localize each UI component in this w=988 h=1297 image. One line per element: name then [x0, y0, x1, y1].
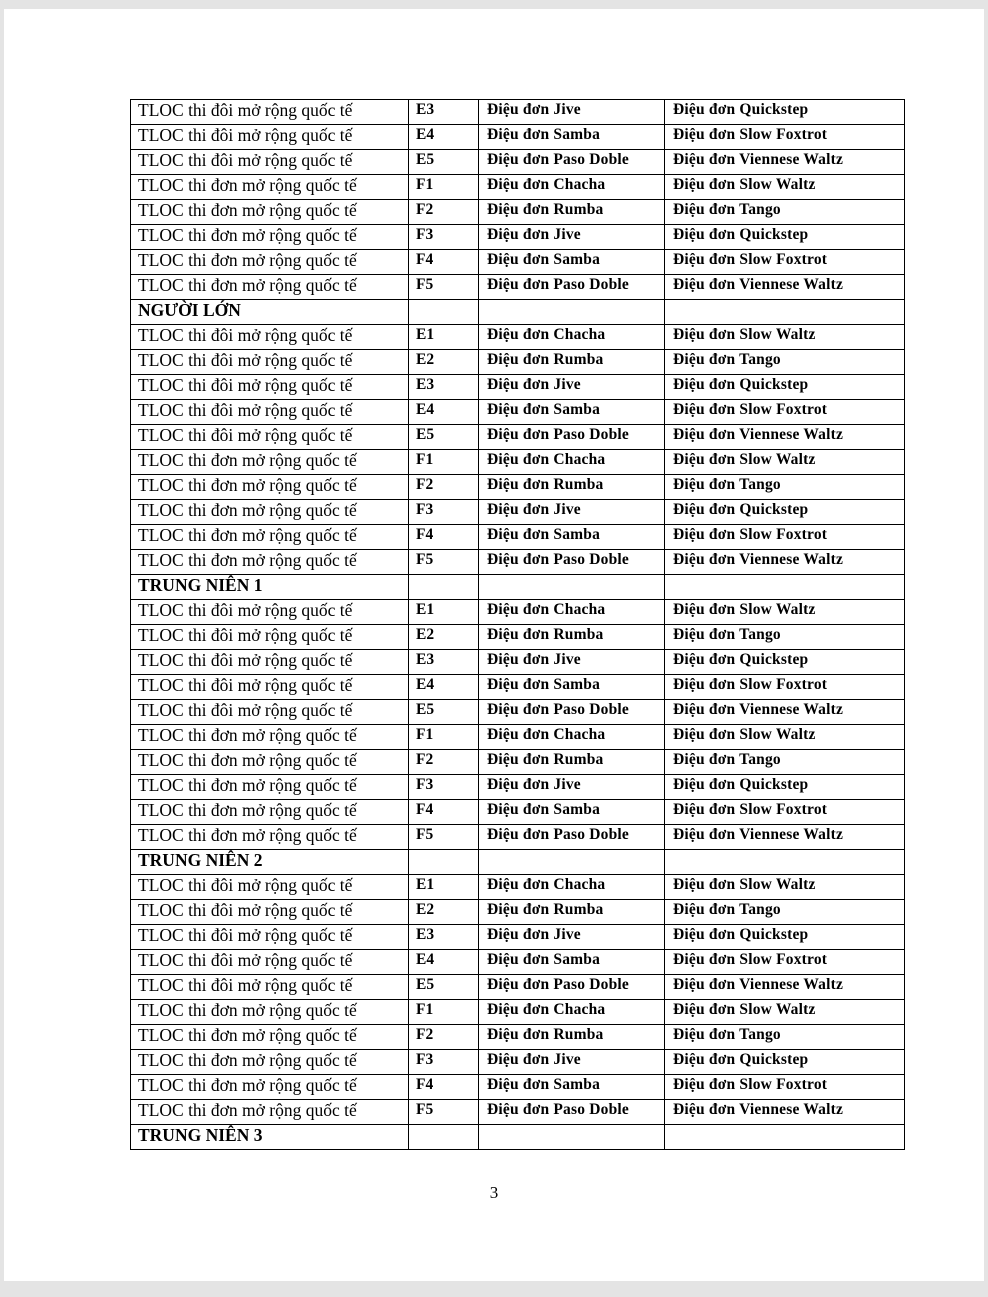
dance-two-cell: Điệu đơn Viennese Waltz [665, 700, 905, 725]
table-row [131, 725, 905, 750]
dance-two-cell: Điệu đơn Quickstep [665, 775, 905, 800]
event-name-cell: TLOC thi đôi mở rộng quốc tế [131, 675, 409, 700]
event-code-cell: F4 [409, 250, 479, 275]
dance-one-cell: Điệu đơn Jive [479, 650, 665, 675]
empty-cell [409, 850, 479, 875]
event-name-cell: TLOC thi đơn mở rộng quốc tế [131, 250, 409, 275]
dance-one-cell: Điệu đơn Paso Doble [479, 825, 665, 850]
table-row [131, 900, 905, 925]
event-code-cell: E2 [409, 900, 479, 925]
dance-one-cell: Điệu đơn Paso Doble [479, 425, 665, 450]
dance-one-cell: Điệu đơn Paso Doble [479, 150, 665, 175]
dance-two-cell: Điệu đơn Slow Waltz [665, 325, 905, 350]
dance-two-cell: Điệu đơn Slow Foxtrot [665, 675, 905, 700]
dance-one-cell: Điệu đơn Paso Doble [479, 700, 665, 725]
event-name-cell: TLOC thi đôi mở rộng quốc tế [131, 650, 409, 675]
event-name-cell: TLOC thi đôi mở rộng quốc tế [131, 875, 409, 900]
event-name-cell: TLOC thi đơn mở rộng quốc tế [131, 525, 409, 550]
table-row [131, 425, 905, 450]
empty-cell [479, 575, 665, 600]
event-name-cell: TLOC thi đơn mở rộng quốc tế [131, 175, 409, 200]
event-name-cell: TLOC thi đơn mở rộng quốc tế [131, 1000, 409, 1025]
event-code-cell: E5 [409, 425, 479, 450]
dance-one-cell: Điệu đơn Rumba [479, 750, 665, 775]
table-row [131, 475, 905, 500]
dance-two-cell: Điệu đơn Slow Foxtrot [665, 1075, 905, 1100]
event-code-cell: E4 [409, 675, 479, 700]
table-row [131, 650, 905, 675]
dance-one-cell: Điệu đơn Jive [479, 100, 665, 125]
dance-two-cell: Điệu đơn Quickstep [665, 925, 905, 950]
dance-one-cell: Điệu đơn Jive [479, 375, 665, 400]
event-code-cell: E5 [409, 150, 479, 175]
dance-two-cell: Điệu đơn Tango [665, 200, 905, 225]
event-code-cell: E5 [409, 700, 479, 725]
event-code-cell: E5 [409, 975, 479, 1000]
table-row [131, 325, 905, 350]
table-row [131, 200, 905, 225]
dance-two-cell: Điệu đơn Slow Waltz [665, 450, 905, 475]
table-row [131, 825, 905, 850]
event-name-cell: TLOC thi đôi mở rộng quốc tế [131, 900, 409, 925]
event-name-cell: TLOC thi đơn mở rộng quốc tế [131, 1100, 409, 1125]
dance-one-cell: Điệu đơn Jive [479, 775, 665, 800]
empty-cell [479, 1125, 665, 1150]
event-schedule-table [130, 99, 905, 1150]
dance-two-cell: Điệu đơn Quickstep [665, 100, 905, 125]
event-code-cell: E3 [409, 925, 479, 950]
table-row [131, 1025, 905, 1050]
event-name-cell: TLOC thi đơn mở rộng quốc tế [131, 1025, 409, 1050]
section-title: TRUNG NIÊN 1 [131, 575, 409, 600]
dance-two-cell: Điệu đơn Viennese Waltz [665, 975, 905, 1000]
table-row [131, 600, 905, 625]
empty-cell [479, 850, 665, 875]
dance-two-cell: Điệu đơn Quickstep [665, 500, 905, 525]
section-header-row [131, 850, 905, 875]
table-row [131, 700, 905, 725]
dance-two-cell: Điệu đơn Tango [665, 475, 905, 500]
schedule-table-body [131, 100, 905, 1150]
dance-two-cell: Điệu đơn Slow Foxtrot [665, 125, 905, 150]
dance-two-cell: Điệu đơn Viennese Waltz [665, 825, 905, 850]
dance-two-cell: Điệu đơn Viennese Waltz [665, 1100, 905, 1125]
event-name-cell: TLOC thi đôi mở rộng quốc tế [131, 425, 409, 450]
dance-one-cell: Điệu đơn Paso Doble [479, 275, 665, 300]
event-code-cell: E1 [409, 600, 479, 625]
event-code-cell: F4 [409, 800, 479, 825]
event-name-cell: TLOC thi đôi mở rộng quốc tế [131, 125, 409, 150]
dance-one-cell: Điệu đơn Samba [479, 675, 665, 700]
dance-two-cell: Điệu đơn Tango [665, 750, 905, 775]
dance-one-cell: Điệu đơn Rumba [479, 900, 665, 925]
empty-cell [665, 850, 905, 875]
table-row [131, 450, 905, 475]
section-header-row [131, 575, 905, 600]
table-row [131, 625, 905, 650]
event-code-cell: F1 [409, 1000, 479, 1025]
event-code-cell: F3 [409, 500, 479, 525]
table-row [131, 775, 905, 800]
section-header-row [131, 1125, 905, 1150]
dance-one-cell: Điệu đơn Samba [479, 400, 665, 425]
dance-one-cell: Điệu đơn Paso Doble [479, 550, 665, 575]
dance-two-cell: Điệu đơn Slow Waltz [665, 875, 905, 900]
dance-one-cell: Điệu đơn Samba [479, 800, 665, 825]
table-row [131, 950, 905, 975]
table-row [131, 100, 905, 125]
event-code-cell: E4 [409, 950, 479, 975]
dance-two-cell: Điệu đơn Tango [665, 1025, 905, 1050]
event-code-cell: F2 [409, 750, 479, 775]
dance-two-cell: Điệu đơn Slow Foxtrot [665, 400, 905, 425]
table-row [131, 1075, 905, 1100]
dance-two-cell: Điệu đơn Tango [665, 625, 905, 650]
table-row [131, 150, 905, 175]
dance-one-cell: Điệu đơn Rumba [479, 625, 665, 650]
event-name-cell: TLOC thi đôi mở rộng quốc tế [131, 350, 409, 375]
page-number: 3 [489, 1183, 499, 1202]
event-code-cell: F3 [409, 775, 479, 800]
event-code-cell: E2 [409, 625, 479, 650]
event-code-cell: E1 [409, 875, 479, 900]
empty-cell [409, 575, 479, 600]
dance-two-cell: Điệu đơn Quickstep [665, 225, 905, 250]
table-row [131, 550, 905, 575]
event-code-cell: E2 [409, 350, 479, 375]
table-row [131, 1000, 905, 1025]
dance-one-cell: Điệu đơn Rumba [479, 200, 665, 225]
table-row [131, 675, 905, 700]
event-code-cell: F2 [409, 1025, 479, 1050]
event-code-cell: E4 [409, 125, 479, 150]
event-name-cell: TLOC thi đôi mở rộng quốc tế [131, 400, 409, 425]
dance-two-cell: Điệu đơn Tango [665, 900, 905, 925]
empty-cell [479, 300, 665, 325]
event-code-cell: F4 [409, 1075, 479, 1100]
event-code-cell: E3 [409, 375, 479, 400]
event-name-cell: TLOC thi đơn mở rộng quốc tế [131, 500, 409, 525]
dance-one-cell: Điệu đơn Samba [479, 125, 665, 150]
empty-cell [665, 300, 905, 325]
dance-two-cell: Điệu đơn Viennese Waltz [665, 275, 905, 300]
event-code-cell: E3 [409, 650, 479, 675]
event-code-cell: F5 [409, 825, 479, 850]
event-code-cell: F5 [409, 550, 479, 575]
table-row [131, 1050, 905, 1075]
event-name-cell: TLOC thi đơn mở rộng quốc tế [131, 800, 409, 825]
section-title: TRUNG NIÊN 3 [131, 1125, 409, 1150]
event-code-cell: F1 [409, 450, 479, 475]
event-code-cell: F4 [409, 525, 479, 550]
dance-two-cell: Điệu đơn Slow Waltz [665, 1000, 905, 1025]
dance-two-cell: Điệu đơn Slow Waltz [665, 175, 905, 200]
event-name-cell: TLOC thi đôi mở rộng quốc tế [131, 325, 409, 350]
dance-two-cell: Điệu đơn Slow Foxtrot [665, 525, 905, 550]
dance-two-cell: Điệu đơn Quickstep [665, 1050, 905, 1075]
event-code-cell: F3 [409, 1050, 479, 1075]
dance-one-cell: Điệu đơn Rumba [479, 350, 665, 375]
dance-one-cell: Điệu đơn Jive [479, 1050, 665, 1075]
event-code-cell: F2 [409, 200, 479, 225]
event-name-cell: TLOC thi đơn mở rộng quốc tế [131, 275, 409, 300]
dance-one-cell: Điệu đơn Jive [479, 225, 665, 250]
event-code-cell: E1 [409, 325, 479, 350]
dance-one-cell: Điệu đơn Chacha [479, 325, 665, 350]
table-row [131, 125, 905, 150]
dance-one-cell: Điệu đơn Paso Doble [479, 975, 665, 1000]
table-row [131, 500, 905, 525]
event-name-cell: TLOC thi đơn mở rộng quốc tế [131, 1075, 409, 1100]
event-name-cell: TLOC thi đôi mở rộng quốc tế [131, 375, 409, 400]
dance-one-cell: Điệu đơn Samba [479, 250, 665, 275]
event-name-cell: TLOC thi đôi mở rộng quốc tế [131, 625, 409, 650]
dance-one-cell: Điệu đơn Chacha [479, 725, 665, 750]
event-name-cell: TLOC thi đơn mở rộng quốc tế [131, 200, 409, 225]
section-header-row [131, 300, 905, 325]
dance-two-cell: Điệu đơn Viennese Waltz [665, 550, 905, 575]
event-name-cell: TLOC thi đôi mở rộng quốc tế [131, 100, 409, 125]
table-row [131, 1100, 905, 1125]
table-row [131, 250, 905, 275]
event-name-cell: TLOC thi đơn mở rộng quốc tế [131, 450, 409, 475]
section-title: NGƯỜI LỚN [131, 300, 409, 325]
table-row [131, 275, 905, 300]
dance-two-cell: Điệu đơn Quickstep [665, 375, 905, 400]
table-row [131, 875, 905, 900]
dance-two-cell: Điệu đơn Slow Foxtrot [665, 950, 905, 975]
event-name-cell: TLOC thi đôi mở rộng quốc tế [131, 150, 409, 175]
table-row [131, 175, 905, 200]
event-name-cell: TLOC thi đôi mở rộng quốc tế [131, 600, 409, 625]
event-name-cell: TLOC thi đơn mở rộng quốc tế [131, 825, 409, 850]
dance-one-cell: Điệu đơn Jive [479, 925, 665, 950]
event-name-cell: TLOC thi đơn mở rộng quốc tế [131, 775, 409, 800]
empty-cell [665, 1125, 905, 1150]
event-name-cell: TLOC thi đôi mở rộng quốc tế [131, 700, 409, 725]
table-row [131, 400, 905, 425]
dance-two-cell: Điệu đơn Tango [665, 350, 905, 375]
event-name-cell: TLOC thi đơn mở rộng quốc tế [131, 550, 409, 575]
table-row [131, 925, 905, 950]
dance-two-cell: Điệu đơn Slow Foxtrot [665, 250, 905, 275]
event-name-cell: TLOC thi đơn mở rộng quốc tế [131, 475, 409, 500]
event-name-cell: TLOC thi đôi mở rộng quốc tế [131, 975, 409, 1000]
dance-one-cell: Điệu đơn Chacha [479, 875, 665, 900]
event-name-cell: TLOC thi đơn mở rộng quốc tế [131, 1050, 409, 1075]
dance-one-cell: Điệu đơn Chacha [479, 600, 665, 625]
dance-one-cell: Điệu đơn Chacha [479, 450, 665, 475]
empty-cell [409, 300, 479, 325]
event-name-cell: TLOC thi đôi mở rộng quốc tế [131, 925, 409, 950]
event-name-cell: TLOC thi đơn mở rộng quốc tế [131, 725, 409, 750]
table-row [131, 350, 905, 375]
table-row [131, 225, 905, 250]
dance-two-cell: Điệu đơn Quickstep [665, 650, 905, 675]
dance-one-cell: Điệu đơn Rumba [479, 1025, 665, 1050]
dance-one-cell: Điệu đơn Paso Doble [479, 1100, 665, 1125]
empty-cell [665, 575, 905, 600]
event-code-cell: E3 [409, 100, 479, 125]
dance-one-cell: Điệu đơn Rumba [479, 475, 665, 500]
empty-cell [409, 1125, 479, 1150]
table-row [131, 375, 905, 400]
section-title: TRUNG NIÊN 2 [131, 850, 409, 875]
dance-one-cell: Điệu đơn Samba [479, 950, 665, 975]
table-row [131, 800, 905, 825]
event-name-cell: TLOC thi đôi mở rộng quốc tế [131, 950, 409, 975]
table-row [131, 750, 905, 775]
document-page [4, 9, 984, 1281]
event-code-cell: F1 [409, 725, 479, 750]
event-code-cell: F5 [409, 1100, 479, 1125]
dance-one-cell: Điệu đơn Jive [479, 500, 665, 525]
event-code-cell: F5 [409, 275, 479, 300]
event-code-cell: F3 [409, 225, 479, 250]
dance-one-cell: Điệu đơn Chacha [479, 175, 665, 200]
dance-two-cell: Điệu đơn Slow Waltz [665, 725, 905, 750]
dance-one-cell: Điệu đơn Samba [479, 525, 665, 550]
dance-two-cell: Điệu đơn Viennese Waltz [665, 425, 905, 450]
event-code-cell: F2 [409, 475, 479, 500]
table-row [131, 975, 905, 1000]
event-code-cell: E4 [409, 400, 479, 425]
table-row [131, 525, 905, 550]
dance-two-cell: Điệu đơn Slow Waltz [665, 600, 905, 625]
event-name-cell: TLOC thi đơn mở rộng quốc tế [131, 225, 409, 250]
dance-two-cell: Điệu đơn Viennese Waltz [665, 150, 905, 175]
event-name-cell: TLOC thi đơn mở rộng quốc tế [131, 750, 409, 775]
dance-one-cell: Điệu đơn Samba [479, 1075, 665, 1100]
event-code-cell: F1 [409, 175, 479, 200]
dance-one-cell: Điệu đơn Chacha [479, 1000, 665, 1025]
dance-two-cell: Điệu đơn Slow Foxtrot [665, 800, 905, 825]
